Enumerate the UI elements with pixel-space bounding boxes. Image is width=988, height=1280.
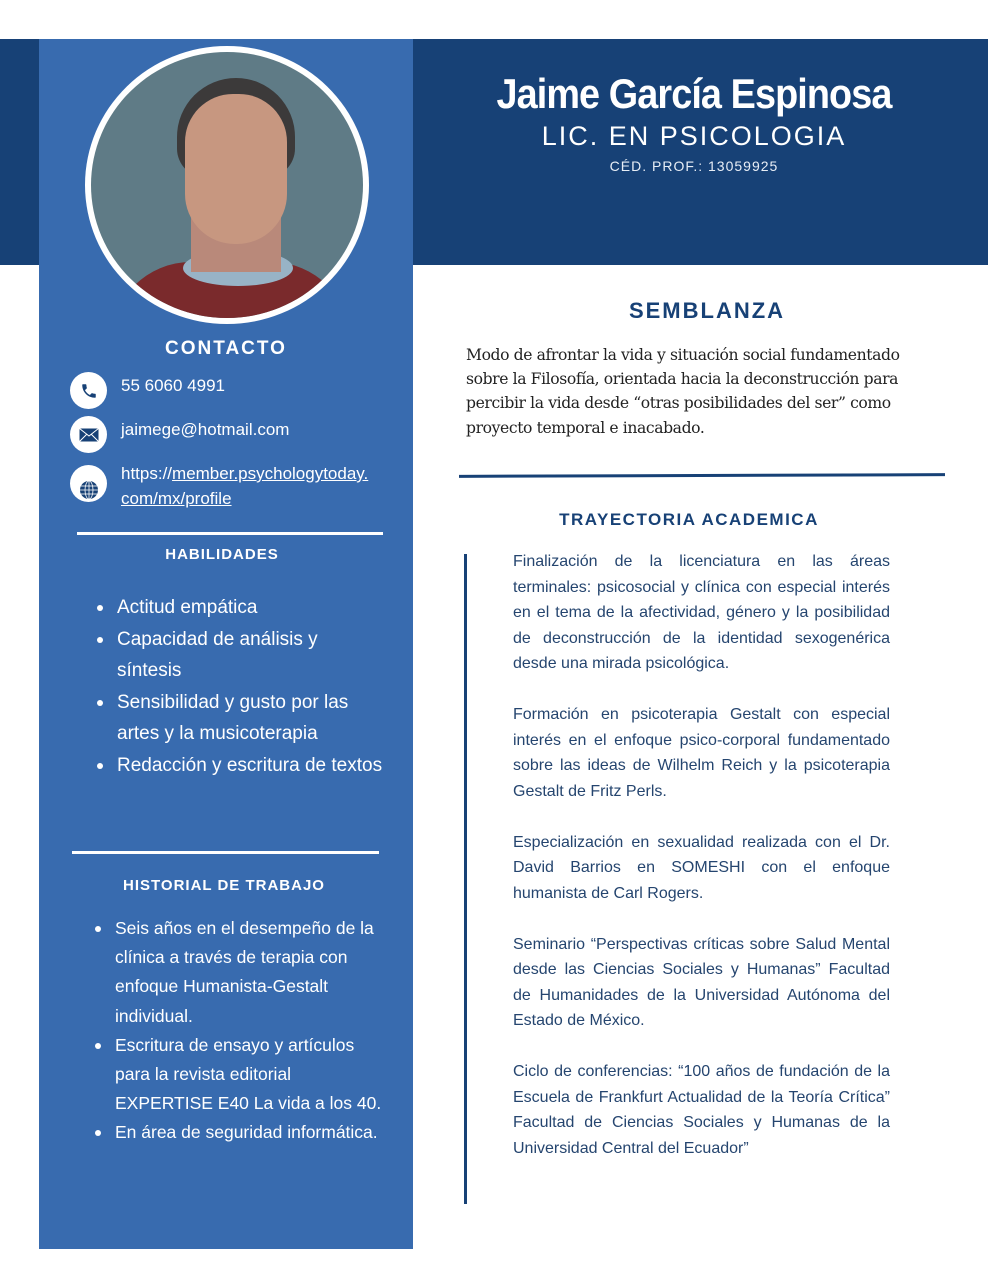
work-history-list bbox=[93, 914, 383, 1148]
sidebar-divider bbox=[72, 851, 379, 854]
skills-heading: HABILIDADES bbox=[165, 546, 279, 563]
contact-website[interactable] bbox=[121, 461, 368, 511]
skill-item: Actitud empática bbox=[95, 592, 385, 624]
sidebar-divider bbox=[77, 532, 383, 535]
semblanza-text: Modo de afrontar la vida y situación social fundamentado sobre la Filosofía, orientada hacia la deconstrucción para percibir la vida desde “otras posibilidades del ser” como proyecto temporal e inacabado. bbox=[466, 346, 900, 437]
contact-email[interactable]: jaimege@hotmail.com bbox=[121, 420, 290, 439]
photo-face bbox=[185, 94, 287, 244]
skill-item: Redacción y escritura de textos bbox=[95, 750, 385, 782]
work-history-heading: HISTORIAL DE TRABAJO bbox=[123, 877, 325, 894]
website-link-line1[interactable]: member.psychologytoday. bbox=[172, 464, 369, 483]
phone-icon bbox=[70, 372, 107, 409]
academic-list bbox=[513, 549, 890, 1187]
skills-list bbox=[95, 592, 385, 781]
academic-item: Finalización de la licenciatura en las áreas terminales: psicosocial y clínica con especial interés en el tema de la afectividad, género y la posibilidad de deconstrucción de la identidad sexogenérica desde una mirada psicológica. bbox=[513, 553, 890, 672]
person-name: Jaime García Espinosa bbox=[496, 70, 892, 117]
work-item: Escritura de ensayo y artículos para la revista editorial EXPERTISE E40 La vida a los 40. bbox=[93, 1031, 383, 1119]
skill-item: Sensibilidad y gusto por las artes y la musicoterapia bbox=[95, 687, 385, 750]
mail-icon bbox=[70, 416, 107, 453]
academic-item: Especialización en sexualidad realizada con el Dr. David Barrios en SOMESHI con el enfoque humanista de Carl Rogers. bbox=[513, 833, 890, 902]
work-item: En área de seguridad informática. bbox=[93, 1118, 383, 1147]
academic-item: Ciclo de conferencias: “100 años de fundación de la Escuela de Frankfurt Actualidad de la Teoría Crítica” Facultad de Ciencias Sociales y Humanas de la Universidad Central del Ecuador” bbox=[513, 1063, 890, 1157]
professional-title: LIC. EN PSICOLOGIA bbox=[541, 121, 847, 151]
professional-license: CÉD. PROF.: 13059925 bbox=[609, 158, 779, 174]
profile-photo bbox=[91, 52, 363, 318]
academic-vertical-rule bbox=[464, 554, 467, 1204]
website-link-line2[interactable]: com/mx/profile bbox=[121, 489, 232, 508]
main-divider bbox=[459, 473, 945, 478]
globe-icon bbox=[70, 465, 107, 502]
academic-heading: TRAYECTORIA ACADEMICA bbox=[559, 510, 819, 529]
work-item: Seis años en el desempeño de la clínica a través de terapia con enfoque Humanista-Gestalt individual. bbox=[93, 914, 383, 1031]
contact-phone[interactable]: 55 6060 4991 bbox=[121, 376, 225, 395]
contact-heading: CONTACTO bbox=[165, 338, 287, 359]
academic-item: Seminario “Perspectivas críticas sobre Salud Mental desde las Ciencias Sociales y Humanas” Facultad de Humanidades de la Universidad Autónoma del Estado de México. bbox=[513, 935, 890, 1029]
website-prefix: https:// bbox=[121, 464, 173, 483]
academic-item: Formación en psicoterapia Gestalt con especial interés en el enfoque psico-corporal fundamentado sobre las ideas de Wilhelm Reich y la psicoterapia Gestalt de Fritz Perls. bbox=[513, 706, 890, 800]
semblanza-heading: SEMBLANZA bbox=[628, 298, 786, 323]
skill-item: Capacidad de análisis y síntesis bbox=[95, 624, 385, 687]
